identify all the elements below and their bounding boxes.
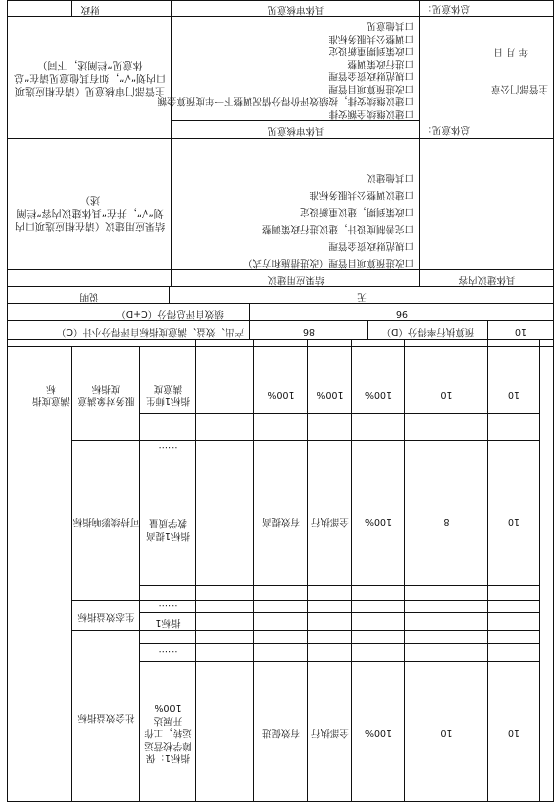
pct-cell: 100% xyxy=(364,516,393,528)
option-item[interactable]: 口建议调整公共服务标准 xyxy=(309,189,414,200)
note-label: 说明 xyxy=(79,290,99,302)
pct-cell: 100% xyxy=(364,727,393,739)
grid-line xyxy=(195,340,196,802)
option-item[interactable]: 口进行政策调整 xyxy=(347,58,414,69)
weight-cell: 10 xyxy=(507,727,521,739)
pct-cell: 100% xyxy=(364,389,393,401)
border-line xyxy=(7,0,8,802)
suggestion-options-header: 结果应用建议 xyxy=(267,273,325,285)
indicator-cell: 指标1：保障学校营运运转，工作开展达100% xyxy=(144,702,192,764)
actual-cell: 全部执行 xyxy=(311,516,350,528)
target-cell: 有效提高 xyxy=(262,516,301,528)
dept-review-label: 主管部门审核意见（请在相应选项口内划“√”，如有其他意见请在“总体意见”栏阐述，下同） xyxy=(14,59,166,97)
category-cell: 社会效益指标 xyxy=(77,711,135,723)
option-item[interactable]: 口改进预算项目管理（改进措施和方式） xyxy=(242,257,414,268)
dots-cell: …… xyxy=(158,602,178,614)
overall-opinion-label: 总体意见： xyxy=(422,124,470,135)
option-item[interactable]: 口改进预算项目管理 xyxy=(328,83,414,94)
grid-line xyxy=(172,120,420,121)
grid-line xyxy=(71,1,72,17)
category-cell: 生态效益指标 xyxy=(77,611,135,623)
indicator-cell: 指标1师生满意度 xyxy=(145,383,191,407)
dots-cell: …… xyxy=(158,443,178,455)
total-score-label: 绩效自评总得分（C+D） xyxy=(116,307,224,319)
score-cell: 8 xyxy=(443,516,450,528)
grid-line xyxy=(249,321,250,340)
category-cell: 服务对象满意度指标 xyxy=(77,383,135,407)
finance-review-header: 具体审核意见 xyxy=(267,4,325,16)
target-cell: 有效促进 xyxy=(262,727,301,739)
application-label: 结果应用建议（请在相应选项口内划“√”，并在“具体建议内容”栏阐述） xyxy=(15,194,165,232)
suggestion-options-list xyxy=(172,166,420,268)
dots-cell: …… xyxy=(158,648,178,660)
exec-score-value: 10 xyxy=(514,325,528,337)
actual-cell: 全部执行 xyxy=(311,727,350,739)
total-score-value: 96 xyxy=(395,307,409,319)
subtotal-label: 产出、效益、满意度指标自评得分小计（C） xyxy=(56,326,244,337)
option-item[interactable]: 口其他意见 xyxy=(366,20,414,32)
option-item[interactable]: 口建议继续全额安排 xyxy=(328,108,414,119)
finance-overall-label: 总体意见： xyxy=(422,3,470,14)
grid-line xyxy=(487,321,488,340)
score-cell: 10 xyxy=(440,727,453,739)
target-cell: 100% xyxy=(267,389,295,401)
weight-cell: 10 xyxy=(507,516,521,528)
option-item[interactable]: 口规范财政资金管理 xyxy=(328,240,414,251)
weight-cell: 10 xyxy=(507,389,521,401)
category-cell: 可持续影响指标 xyxy=(72,516,140,528)
grid-line xyxy=(140,612,540,613)
option-item[interactable]: 口政策到期，建议重新设定 xyxy=(299,206,414,217)
actual-cell: 100% xyxy=(316,389,344,401)
note-value: 无 xyxy=(357,290,367,302)
option-item[interactable]: 口其他建议 xyxy=(366,172,414,183)
option-item[interactable]: 口调整公共服务标准 xyxy=(328,33,414,44)
exec-score-label: 预算执行率得分（D） xyxy=(381,325,475,337)
indicator-cell: 指标1提高教学质量 xyxy=(145,517,191,541)
finance-label: 财政 xyxy=(80,4,100,16)
indicator-cell: 指标1 xyxy=(155,617,181,629)
option-item[interactable]: 口规范财政资金管理 xyxy=(328,70,414,82)
option-item[interactable]: 口政策到期重新设定 xyxy=(328,45,414,57)
review-options-header: 具体审核意见 xyxy=(267,125,325,137)
dept-seal-label: 主管部门公章 xyxy=(490,83,548,94)
option-item[interactable]: 口完善制度设计，建议进行政策调整 xyxy=(261,223,414,234)
suggestion-detail-header: 具体建议内容 xyxy=(458,273,516,285)
grid-line xyxy=(140,643,540,644)
subtotal-value: 86 xyxy=(302,325,316,337)
score-cell: 10 xyxy=(440,389,453,401)
date-line: 年 月 日 xyxy=(493,46,528,57)
option-item[interactable]: 口建议继续安排，按绩效评价得分情况调整下一年度预算金额 xyxy=(157,95,414,107)
review-options-list xyxy=(157,19,420,119)
first-level-cell: 满意度指标 xyxy=(31,383,70,407)
border-line xyxy=(553,0,554,802)
